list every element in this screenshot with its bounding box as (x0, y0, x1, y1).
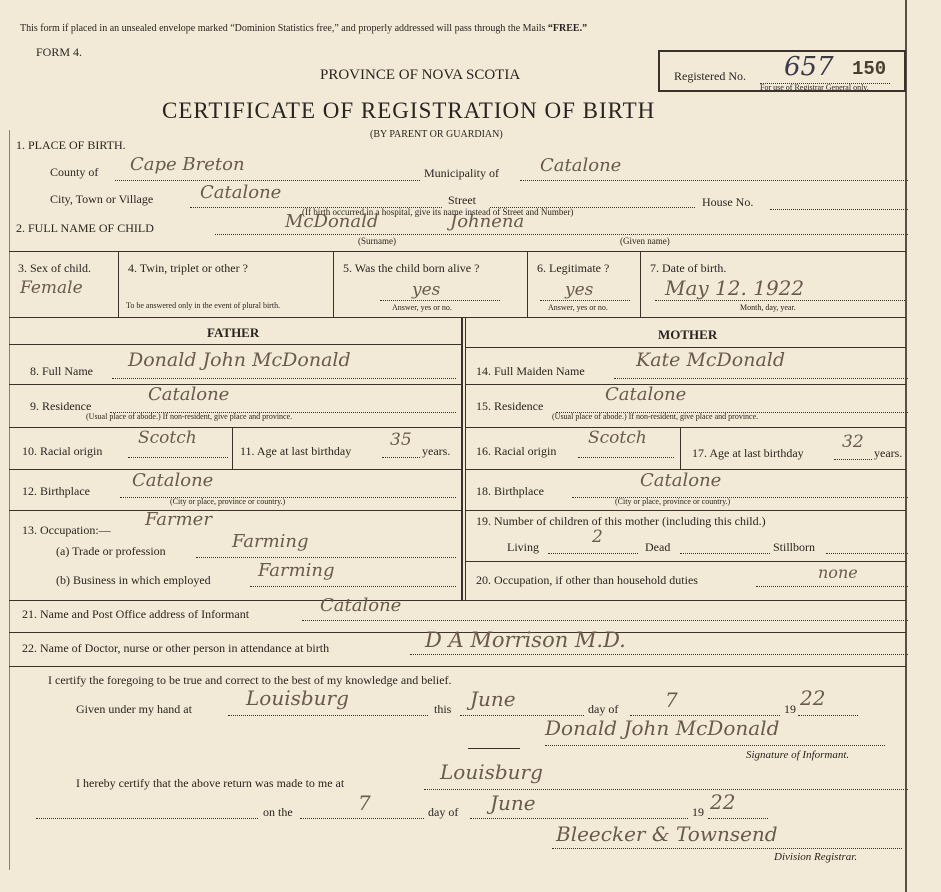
living-label: Living (507, 540, 539, 554)
father-occupation-label: 13. Occupation:— (22, 523, 111, 537)
sex-label: 3. Sex of child. (18, 261, 91, 275)
dead-label: Dead (645, 540, 671, 554)
child-surname-value: McDonald (285, 211, 379, 232)
mother-years: years. (874, 446, 903, 460)
mother-occupation-value: none (818, 563, 858, 582)
page-title: CERTIFICATE OF REGISTRATION OF BIRTH (162, 98, 656, 123)
given-year-value: 22 (800, 686, 826, 710)
registered-stamp: 150 (852, 58, 887, 80)
house-label: House No. (702, 195, 754, 209)
twin-label: 4. Twin, triplet or other ? (128, 261, 248, 275)
legit-note: Answer, yes or no. (548, 303, 608, 312)
mother-residence-note: (Usual place of abode.) If non-resident, give place and province. (552, 412, 759, 421)
mail-notice: This form if placed in an unsealed envelope marked “Dominion Statistics free,” and properly addressed will pass through the Mails “FREE.” (20, 23, 588, 34)
county-value: Cape Breton (130, 154, 245, 175)
father-birthplace-label: 12. Birthplace (22, 484, 90, 498)
certify-statement: I certify the foregoing to be true and correct to the best of my knowledge and belief. (48, 673, 452, 687)
county-label: County of (50, 165, 99, 179)
informant-value: Catalone (320, 595, 402, 616)
father-years: years. (422, 444, 451, 458)
this-label: this (434, 702, 452, 716)
surname-caption: (Surname) (358, 236, 396, 246)
registrar-note: For use of Registrar General only. (760, 83, 869, 92)
registrar-day-of-label: day of (428, 805, 459, 819)
father-name-label: 8. Full Name (30, 364, 93, 378)
father-age-label: 11. Age at last birthday (240, 444, 352, 458)
left-margin-line (9, 130, 10, 870)
legit-value: yes (565, 280, 594, 300)
province-heading: PROVINCE OF NOVA SCOTIA (320, 67, 521, 83)
informant-label: 21. Name and Post Office address of Informant (22, 607, 250, 621)
father-occupation-value: Farmer (145, 509, 212, 530)
twin-note: To be answered only in the event of plural birth. (126, 301, 281, 310)
mother-name-label: 14. Full Maiden Name (476, 364, 585, 378)
father-birthplace-note: (City or place, province or country.) (170, 497, 286, 506)
date-value: May 12. 1922 (665, 276, 805, 300)
doctor-value: D A Morrison M.D. (425, 628, 626, 652)
right-edge-line (905, 0, 907, 892)
alive-label: 5. Was the child born alive ? (343, 261, 480, 275)
municipality-label: Municipality of (424, 166, 499, 180)
mother-birthplace-label: 18. Birthplace (476, 484, 544, 498)
registrar-day-value: 7 (358, 791, 371, 815)
registrar-year-value: 22 (710, 790, 736, 814)
date-label: 7. Date of birth. (650, 261, 727, 275)
mother-name-value: Kate McDonald (636, 349, 786, 371)
free-label: “FREE.” (547, 23, 588, 34)
doctor-label: 22. Name of Doctor, nurse or other person in attendance at birth (22, 641, 330, 655)
father-residence-value: Catalone (148, 384, 230, 405)
father-racial-value: Scotch (138, 428, 197, 448)
father-trade-value: Farming (232, 531, 309, 552)
mother-residence-value: Catalone (605, 384, 687, 405)
mother-racial-label: 16. Racial origin (476, 444, 557, 458)
mother-occupation-label: 20. Occupation, if other than household duties (476, 573, 698, 587)
legit-label: 6. Legitimate ? (537, 261, 610, 275)
mother-age-value: 32 (842, 432, 864, 452)
page-subtitle: (BY PARENT OR GUARDIAN) (370, 129, 503, 140)
given-month-value: June (470, 687, 516, 711)
street-label: Street (448, 193, 476, 207)
day-of-label: day of (588, 702, 619, 716)
alive-note: Answer, yes or no. (392, 303, 452, 312)
mother-children-label: 19. Number of children of this mother (including this child.) (476, 514, 766, 528)
father-racial-label: 10. Racial origin (22, 444, 103, 458)
mother-heading: MOTHER (658, 327, 718, 342)
registrar-statement: I hereby certify that the above return was made to me at (76, 776, 345, 790)
mother-birthplace-value: Catalone (640, 470, 722, 491)
registered-value: 657 (784, 52, 834, 82)
registrar-place-value: Louisburg (440, 760, 543, 784)
alive-value: yes (412, 280, 441, 300)
given-place-value: Louisburg (246, 686, 349, 710)
registered-number-box (658, 50, 906, 92)
form-number: FORM 4. (36, 45, 83, 59)
father-heading: FATHER (207, 325, 260, 340)
informant-signature-caption: Signature of Informant. (746, 749, 850, 761)
mother-birthplace-note: (City or place, province or country.) (615, 497, 731, 506)
given-year-prefix: 19 (784, 702, 796, 716)
living-value: 2 (592, 527, 603, 547)
date-note: Month, day, year. (740, 303, 796, 312)
given-caption: (Given name) (620, 236, 670, 246)
place-of-birth-label: 1. PLACE OF BIRTH. (16, 138, 126, 152)
father-name-value: Donald John McDonald (128, 349, 351, 371)
column-divider (461, 317, 463, 600)
registrar-year-prefix: 19 (692, 805, 704, 819)
city-value: Catalone (200, 182, 282, 203)
sex-value: Female (20, 278, 83, 298)
father-business-value: Farming (258, 560, 335, 581)
father-trade-label: (a) Trade or profession (56, 544, 166, 558)
father-residence-label: 9. Residence (30, 399, 92, 413)
child-name-label: 2. FULL NAME OF CHILD (16, 221, 154, 235)
informant-signature: Donald John McDonald (545, 716, 780, 740)
registrar-caption: Division Registrar. (774, 851, 858, 863)
father-age-value: 35 (390, 430, 412, 450)
given-day-value: 7 (665, 688, 678, 712)
father-birthplace-value: Catalone (132, 470, 214, 491)
hospital-note: (If birth occurred in a hospital, give its name instead of Street and Number) (302, 207, 574, 217)
father-business-label: (b) Business in which employed (56, 573, 211, 587)
municipality-value: Catalone (540, 155, 622, 176)
registrar-month-value: June (490, 791, 536, 815)
registrar-signature: Bleecker & Townsend (556, 822, 778, 846)
registered-label: Registered No. (674, 69, 746, 83)
stillborn-label: Stillborn (773, 540, 816, 554)
given-label: Given under my hand at (76, 702, 192, 716)
child-given-value: Johnena (450, 211, 525, 232)
mother-age-label: 17. Age at last birthday (692, 446, 804, 460)
on-the-label: on the (263, 805, 293, 819)
mother-racial-value: Scotch (588, 428, 647, 448)
city-label: City, Town or Village (50, 192, 154, 206)
mother-residence-label: 15. Residence (476, 399, 544, 413)
father-residence-note: (Usual place of abode.) If non-resident, give place and province. (86, 412, 293, 421)
